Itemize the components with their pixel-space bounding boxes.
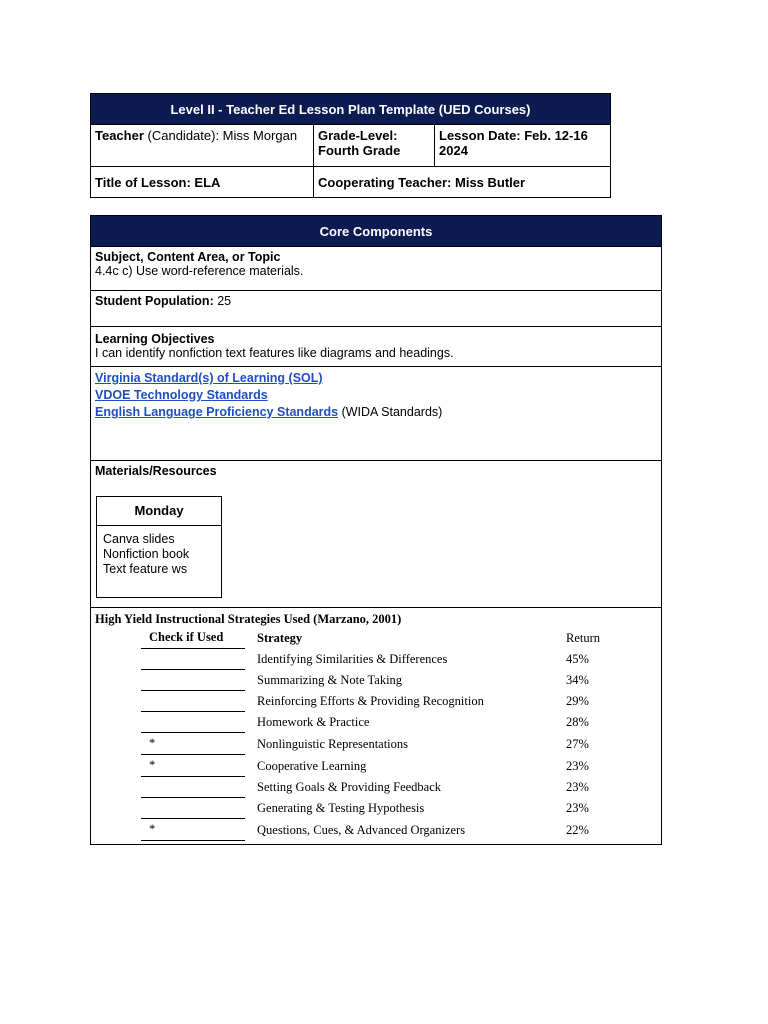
strategy-name: Questions, Cues, & Advanced Organizers <box>257 822 466 837</box>
check-field[interactable]: * <box>141 819 245 841</box>
strategy-row <box>95 670 642 691</box>
check-field[interactable]: * <box>141 755 245 777</box>
wida-suffix: (WIDA Standards) <box>338 405 443 419</box>
standards-section <box>91 367 662 461</box>
grade-level-value: Fourth Grade <box>318 143 401 158</box>
core-components-title: Core Components <box>91 216 662 247</box>
core-components-table <box>90 215 662 845</box>
strategy-return: 45% <box>566 651 589 666</box>
objectives-text: I can identify nonfiction text features like diagrams and headings. <box>95 346 454 360</box>
strategy-row <box>95 798 642 819</box>
subject-text: 4.4c c) Use word-reference materials. <box>95 264 304 278</box>
monday-item: Canva slides <box>103 532 175 546</box>
strategy-return: 23% <box>566 800 589 815</box>
english-proficiency-link[interactable]: English Language Proficiency Standards <box>95 405 339 419</box>
check-field[interactable]: * <box>141 733 245 755</box>
strategy-name: Nonlinguistic Representations <box>257 736 409 751</box>
check-field[interactable] <box>141 649 245 670</box>
strategy-name: Identifying Similarities & Differences <box>257 651 448 666</box>
lesson-title: Title of Lesson: ELA <box>91 167 314 198</box>
template-title: Level II - Teacher Ed Lesson Plan Template (UED Courses) <box>91 94 611 125</box>
grade-level-cell <box>314 125 435 167</box>
return-column-header: Return <box>566 630 601 645</box>
population-value: 25 <box>213 294 232 308</box>
strategy-return: 29% <box>566 693 589 708</box>
teacher-value: (Candidate): Miss Morgan <box>143 128 298 143</box>
teacher-cell <box>91 125 314 167</box>
strategy-return: 27% <box>566 736 589 751</box>
strategy-row <box>95 712 642 733</box>
materials-section <box>91 461 662 608</box>
monday-item: Text feature ws <box>103 562 188 576</box>
monday-box <box>96 496 222 598</box>
strategy-row <box>95 755 642 777</box>
lesson-header-table <box>90 93 611 198</box>
strategy-column-header: Strategy <box>257 630 303 645</box>
strategy-row <box>95 819 642 841</box>
grade-level-label: Grade-Level: <box>318 128 398 143</box>
strategy-return: 23% <box>566 779 589 794</box>
monday-list <box>97 526 221 577</box>
lesson-date-line1: Lesson Date: Feb. 12-16 <box>439 128 588 143</box>
strategy-return: 34% <box>566 672 589 687</box>
strategies-title: High Yield Instructional Strategies Used (Marzano, 2001) <box>95 612 402 626</box>
strategy-row <box>95 649 642 670</box>
population-heading: Student Population: <box>95 294 214 308</box>
strategies-table <box>95 627 642 841</box>
strategy-name: Cooperative Learning <box>257 758 367 773</box>
strategy-return: 23% <box>566 758 589 773</box>
check-field[interactable] <box>141 691 245 712</box>
materials-heading: Materials/Resources <box>95 464 217 478</box>
check-field[interactable] <box>141 777 245 798</box>
population-section <box>91 291 662 327</box>
strategy-name: Generating & Testing Hypothesis <box>257 800 425 815</box>
subject-heading: Subject, Content Area, or Topic <box>95 250 281 264</box>
strategy-row <box>95 733 642 755</box>
strategy-name: Setting Goals & Providing Feedback <box>257 779 442 794</box>
check-field[interactable] <box>141 670 245 691</box>
check-column-header: Check if Used <box>141 627 245 649</box>
monday-heading: Monday <box>97 497 221 526</box>
strategy-return: 22% <box>566 822 589 837</box>
strategy-name: Reinforcing Efforts & Providing Recognition <box>257 693 484 708</box>
lesson-date-cell <box>435 125 611 167</box>
strategy-row <box>95 691 642 712</box>
subject-section <box>91 247 662 291</box>
monday-item: Nonfiction book <box>103 547 190 561</box>
strategy-return: 28% <box>566 714 589 729</box>
strategies-section <box>91 608 662 845</box>
teacher-label: Teacher <box>95 128 144 143</box>
objectives-section <box>91 327 662 367</box>
strategies-header-row <box>95 627 642 649</box>
lesson-date-line2: 2024 <box>439 143 468 158</box>
sol-link[interactable]: Virginia Standard(s) of Learning (SOL) <box>95 371 323 385</box>
strategy-name: Homework & Practice <box>257 714 370 729</box>
strategy-name: Summarizing & Note Taking <box>257 672 403 687</box>
strategy-row <box>95 777 642 798</box>
vdoe-technology-link[interactable]: VDOE Technology Standards <box>95 388 268 402</box>
check-field[interactable] <box>141 712 245 733</box>
objectives-heading: Learning Objectives <box>95 332 215 346</box>
check-field[interactable] <box>141 798 245 819</box>
cooperating-teacher: Cooperating Teacher: Miss Butler <box>314 167 611 198</box>
